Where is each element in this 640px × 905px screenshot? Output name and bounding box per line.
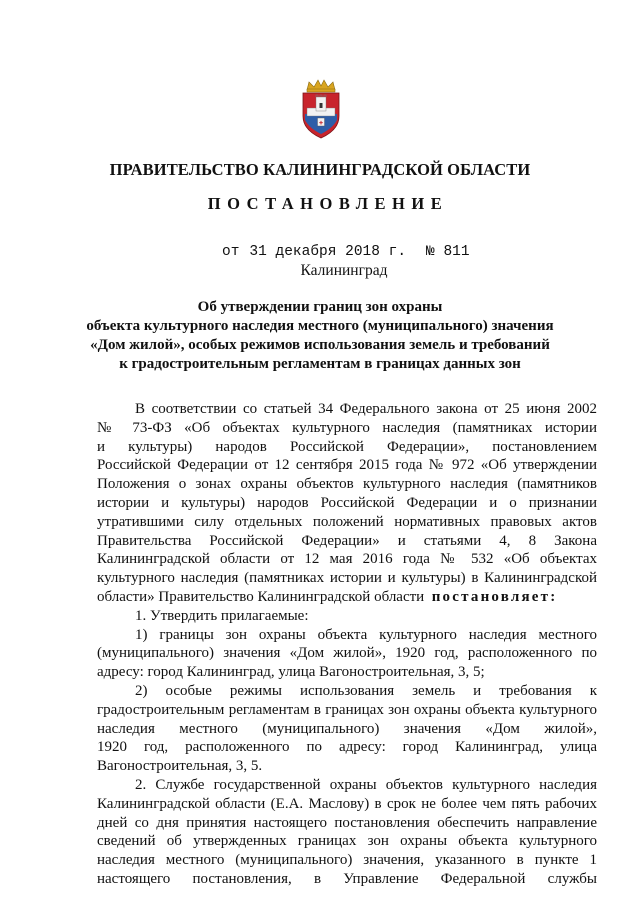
body-line: истории и культуры) народов Российской Федерации и о признании — [97, 494, 597, 511]
body-line: дней со дня принятия настоящего постановления обеспечить направление — [97, 814, 597, 831]
resolving-word: постановляет: — [431, 588, 558, 605]
body-line: культурного наследия (памятниках истории и культуры) в Калининградской — [97, 570, 597, 587]
body-line: настоящего постановления, в Управление Федеральной службы — [97, 870, 597, 887]
body-line: 2. Службе государственной охраны объектов культурного наследия — [135, 776, 597, 793]
document-date: 31 декабря 2018 г. — [249, 244, 407, 260]
title-line: Об утверждении границ зон охраны — [197, 299, 443, 315]
date-line — [222, 244, 470, 260]
date-prefix: от — [222, 244, 240, 260]
body-line: 1) границы зон охраны объекта культурного наследия местного — [135, 626, 597, 643]
body-line: Калининградской области (Е.А. Маслову) в срок не более чем пять рабочих — [97, 795, 597, 812]
body-line: В соответствии со статьей 34 Федерального закона от 25 июня 2002 — [135, 401, 597, 417]
kaliningrad-coat-of-arms-icon — [297, 78, 345, 140]
body-line: наследия местного (муниципального) значения «Дом жилой», — [97, 720, 597, 737]
body-line: Калининградской области от 12 мая 2016 года № 532 «Об объектах — [97, 551, 597, 568]
document-title — [70, 298, 570, 374]
body-line — [97, 588, 597, 607]
title-line: к градостроительным регламентам в границах данных зон — [119, 356, 521, 372]
body-line: (муниципального) значения «Дом жилой», 1920 год, расположенного по — [97, 645, 597, 662]
body-line: № 73-ФЗ «Об объектах культурного наследия (памятниках истории — [97, 419, 597, 436]
document-number: № 811 — [426, 244, 470, 260]
svg-text:✚: ✚ — [318, 120, 324, 127]
body-line: 2) особые режимы использования земель и требования к — [135, 682, 597, 699]
body-line: адресу: город Калининград, улица Вагоностроительная, 3, 5; — [97, 664, 485, 681]
body-line: 1920 год, расположенного по адресу: город Калининград, улица — [97, 739, 597, 756]
body-line: Положения о зонах охраны объектов культурного наследия (памятников — [97, 476, 597, 493]
body-line-text: области» Правительство Калининградской области — [97, 588, 425, 605]
body-line: сведений об утвержденных границах зон охраны объекта культурного — [97, 833, 597, 850]
body-line: Вагоностроительная, 3, 5. — [97, 758, 263, 775]
city-name: Калининград — [300, 262, 388, 279]
body-line: и культуры) народов Российской Федерации», постановлением — [97, 438, 597, 455]
organization-name: ПРАВИТЕЛЬСТВО КАЛИНИНГРАДСКОЙ ОБЛАСТИ — [109, 160, 531, 179]
body-line: 1. Утвердить прилагаемые: — [135, 607, 309, 624]
body-line: Российской Федерации от 12 сентября 2015 года № 972 «Об утверждении — [97, 457, 597, 474]
title-line: объекта культурного наследия местного (муниципального) значения — [86, 318, 554, 334]
body-line: Правительства Российской Федерации» и статьями 4, 8 Закона — [97, 532, 597, 549]
document-type: ПОСТАНОВЛЕНИЕ — [207, 194, 449, 213]
body-line: градостроительным регламентам в границах зон охраны объекта культурного — [97, 701, 597, 718]
document-body — [97, 400, 597, 889]
body-line: наследия местного (муниципального) значения, указанного в пункте 1 — [97, 852, 597, 869]
title-line: «Дом жилой», особых режимов использования земель и требований — [90, 337, 550, 353]
body-line: утратившими силу отдельных положений нормативных правовых актов — [97, 513, 597, 530]
